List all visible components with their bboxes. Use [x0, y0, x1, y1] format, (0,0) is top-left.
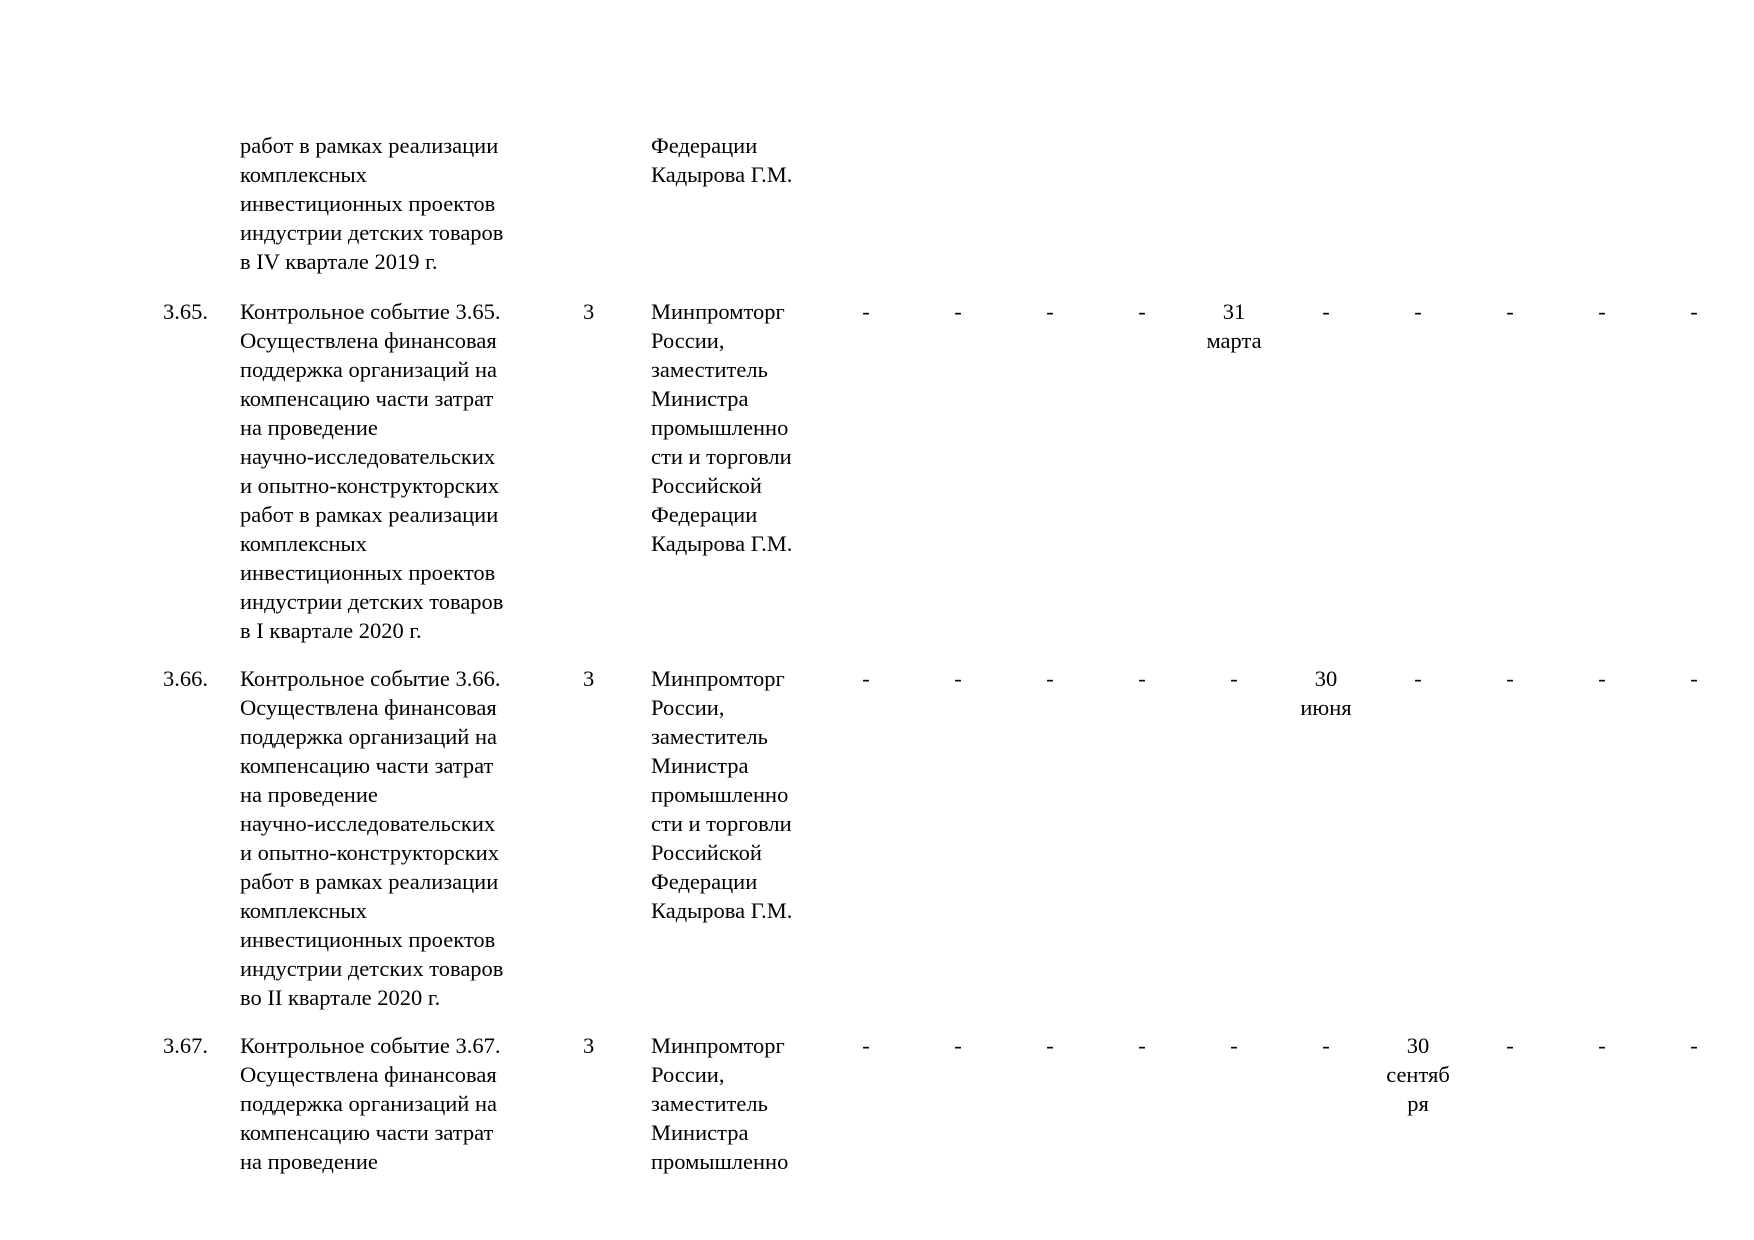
period-line: -: [1230, 1033, 1238, 1058]
description-line: Осуществлена финансовая: [240, 1062, 497, 1087]
responsible-line: Федерации: [651, 133, 758, 158]
period-line: -: [1138, 299, 1146, 324]
period-line: -: [1506, 666, 1514, 691]
period-cell-5: [1194, 664, 1274, 693]
period-cell-3: [1010, 297, 1090, 326]
period-cell-6: [1286, 297, 1366, 326]
period-line: -: [1046, 299, 1054, 324]
period-line: 30: [1314, 666, 1338, 691]
period-cell-3: [1010, 1031, 1090, 1060]
description-line: на проведение: [240, 415, 378, 440]
responsible-line: сти и торговли: [651, 444, 792, 469]
description-line: в I квартале 2020 г.: [240, 618, 422, 643]
period-cell-2: [918, 1031, 998, 1060]
period-line: -: [1046, 666, 1054, 691]
period-cell-5: [1194, 1031, 1274, 1060]
period-line: -: [1138, 666, 1146, 691]
period-cell-9: [1562, 664, 1642, 693]
responsible-line: Министра: [651, 1120, 749, 1145]
description-line: во II квартале 2020 г.: [240, 985, 441, 1010]
period-cell-10: [1654, 1031, 1734, 1060]
description-line: индустрии детских товаров: [240, 956, 504, 981]
description-cell: [240, 1031, 550, 1176]
period-cell-6: [1286, 664, 1366, 722]
period-line: -: [1598, 299, 1606, 324]
period-line: ря: [1407, 1091, 1429, 1116]
description-line: комплексных: [240, 162, 367, 187]
description-line: компенсацию части затрат: [240, 753, 494, 778]
responsible-line: Минпромторг: [651, 666, 785, 691]
responsible-line: промышленно: [651, 415, 789, 440]
period-line: сентяб: [1386, 1062, 1450, 1087]
description-line: работ в рамках реализации: [240, 502, 499, 527]
period-cell-8: [1470, 1031, 1550, 1060]
period-line: -: [862, 666, 870, 691]
period-line: -: [954, 1033, 962, 1058]
description-line: Контрольное событие 3.67.: [240, 1033, 501, 1058]
period-line: -: [1506, 1033, 1514, 1058]
level-cell: 3: [583, 666, 595, 691]
description-line: комплексных: [240, 531, 367, 556]
responsible-line: Российской: [651, 473, 762, 498]
period-cell-7: [1378, 1031, 1458, 1118]
description-line: на проведение: [240, 782, 378, 807]
period-cell-7: [1378, 664, 1458, 693]
period-cell-1: [826, 664, 906, 693]
responsible-cell: [651, 297, 831, 558]
responsible-line: Кадырова Г.М.: [651, 162, 793, 187]
description-line: поддержка организаций на: [240, 1091, 497, 1116]
period-cell-3: [1010, 664, 1090, 693]
period-cell-2: [918, 297, 998, 326]
responsible-line: России,: [651, 1062, 725, 1087]
period-cell-5: [1194, 297, 1274, 355]
responsible-line: Российской: [651, 840, 762, 865]
level-cell: 3: [583, 1033, 595, 1058]
period-line: -: [862, 1033, 870, 1058]
period-cell-10: [1654, 297, 1734, 326]
period-cell-4: [1102, 1031, 1182, 1060]
period-line: 30: [1406, 1033, 1430, 1058]
period-cell-4: [1102, 297, 1182, 326]
description-line: поддержка организаций на: [240, 357, 497, 382]
row-number: 3.67.: [163, 1033, 208, 1058]
period-line: -: [954, 299, 962, 324]
description-line: комплексных: [240, 898, 367, 923]
responsible-line: России,: [651, 328, 725, 353]
period-line: -: [1598, 666, 1606, 691]
responsible-line: Министра: [651, 386, 749, 411]
period-line: -: [1414, 666, 1422, 691]
period-line: -: [1230, 666, 1238, 691]
description-line: и опытно-конструкторских: [240, 840, 499, 865]
responsible-cell: [651, 1031, 831, 1176]
description-cell: [240, 131, 550, 276]
responsible-line: Кадырова Г.М.: [651, 531, 793, 556]
description-line: инвестиционных проектов: [240, 927, 496, 952]
responsible-line: Минпромторг: [651, 1033, 785, 1058]
responsible-line: Минпромторг: [651, 299, 785, 324]
description-line: поддержка организаций на: [240, 724, 497, 749]
period-cell-1: [826, 1031, 906, 1060]
description-line: Контрольное событие 3.66.: [240, 666, 501, 691]
period-line: июня: [1300, 695, 1352, 720]
period-cell-6: [1286, 1031, 1366, 1060]
description-line: работ в рамках реализации: [240, 869, 499, 894]
description-line: научно-исследовательских: [240, 444, 496, 469]
description-line: работ в рамках реализации: [240, 133, 499, 158]
period-cell-2: [918, 664, 998, 693]
period-line: -: [1690, 1033, 1698, 1058]
description-line: Осуществлена финансовая: [240, 695, 497, 720]
responsible-line: заместитель: [651, 1091, 768, 1116]
responsible-line: заместитель: [651, 724, 768, 749]
responsible-line: Федерации: [651, 869, 758, 894]
responsible-line: Федерации: [651, 502, 758, 527]
responsible-line: Кадырова Г.М.: [651, 898, 793, 923]
period-line: -: [1414, 299, 1422, 324]
row-number: 3.66.: [163, 666, 208, 691]
period-cell-10: [1654, 664, 1734, 693]
responsible-line: сти и торговли: [651, 811, 792, 836]
responsible-line: промышленно: [651, 1149, 789, 1174]
responsible-line: заместитель: [651, 357, 768, 382]
period-cell-1: [826, 297, 906, 326]
period-cell-8: [1470, 297, 1550, 326]
period-line: -: [1322, 299, 1330, 324]
period-line: -: [1690, 666, 1698, 691]
description-line: инвестиционных проектов: [240, 191, 496, 216]
responsible-cell: [651, 664, 831, 925]
period-line: марта: [1206, 328, 1262, 353]
description-line: Осуществлена финансовая: [240, 328, 497, 353]
description-line: компенсацию части затрат: [240, 386, 494, 411]
description-line: в IV квартале 2019 г.: [240, 249, 438, 274]
row-number: 3.65.: [163, 299, 208, 324]
responsible-line: России,: [651, 695, 725, 720]
description-line: компенсацию части затрат: [240, 1120, 494, 1145]
period-line: -: [1322, 1033, 1330, 1058]
responsible-line: промышленно: [651, 782, 789, 807]
responsible-line: Министра: [651, 753, 749, 778]
description-line: научно-исследовательских: [240, 811, 496, 836]
level-cell: 3: [583, 299, 595, 324]
description-line: и опытно-конструкторских: [240, 473, 499, 498]
period-cell-8: [1470, 664, 1550, 693]
period-line: -: [1506, 299, 1514, 324]
period-line: 31: [1222, 299, 1246, 324]
period-line: -: [1138, 1033, 1146, 1058]
period-cell-9: [1562, 297, 1642, 326]
description-line: на проведение: [240, 1149, 378, 1174]
description-cell: [240, 297, 550, 645]
period-line: -: [862, 299, 870, 324]
description-line: индустрии детских товаров: [240, 589, 504, 614]
description-line: инвестиционных проектов: [240, 560, 496, 585]
description-cell: [240, 664, 550, 1012]
period-line: -: [1598, 1033, 1606, 1058]
period-line: -: [1690, 299, 1698, 324]
period-line: -: [1046, 1033, 1054, 1058]
period-cell-9: [1562, 1031, 1642, 1060]
period-cell-7: [1378, 297, 1458, 326]
description-line: Контрольное событие 3.65.: [240, 299, 501, 324]
description-line: индустрии детских товаров: [240, 220, 504, 245]
period-line: -: [954, 666, 962, 691]
period-cell-4: [1102, 664, 1182, 693]
responsible-cell: [651, 131, 831, 189]
